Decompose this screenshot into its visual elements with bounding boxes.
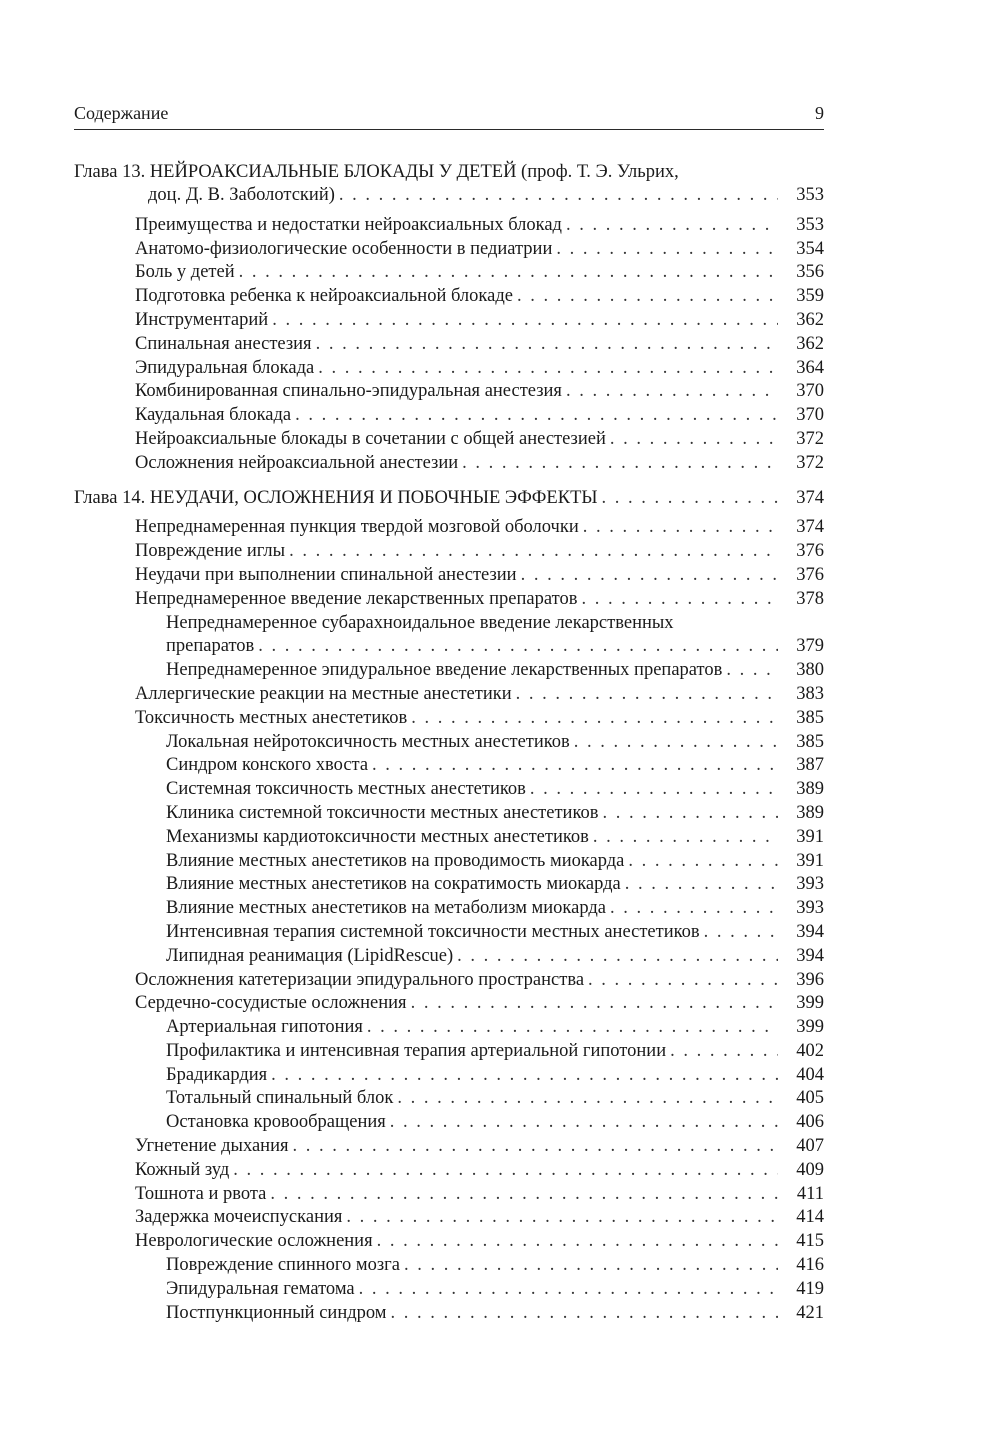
toc-subentry[interactable] <box>74 945 824 969</box>
entry-title: Непреднамеренное субарахноидальное введение лекарственных <box>166 612 674 633</box>
entry-title: Тошнота и рвота <box>135 1183 267 1204</box>
entry-title: Артериальная гипотония <box>166 1017 363 1038</box>
leader-dots <box>726 659 778 683</box>
toc-subentry[interactable] <box>74 897 824 921</box>
entry-page: 353 <box>796 214 824 235</box>
entry-page: 409 <box>796 1159 824 1180</box>
section-title: Содержание <box>74 103 169 123</box>
leader-dots <box>289 540 778 564</box>
leader-dots <box>391 1302 779 1326</box>
entry-title: Непреднамеренное эпидуральное введение лекарственных препаратов <box>166 660 723 681</box>
toc-entry[interactable] <box>74 564 824 588</box>
leader-dots <box>581 588 778 612</box>
leader-dots <box>593 826 778 850</box>
leader-dots <box>271 1064 778 1088</box>
chapter-13-heading <box>74 160 824 184</box>
page-number: 9 <box>815 103 824 123</box>
entry-title: Повреждение спинного мозга <box>166 1255 400 1276</box>
entry-title: Липидная реанимация (LipidRescue) <box>166 945 454 966</box>
entry-page: 399 <box>796 1017 824 1038</box>
leader-dots <box>390 1111 778 1135</box>
chapter-13-title-line1: Глава 13. НЕЙРОАКСИАЛЬНЫЕ БЛОКАДЫ У ДЕТЕЙ (проф. Т. Э. Ульрих, <box>74 162 679 182</box>
entry-title: Влияние местных анестетиков на проводимость миокарда <box>166 850 625 871</box>
entry-title: Анатомо-физиологические особенности в педиатрии <box>135 238 553 259</box>
leader-dots <box>610 897 778 921</box>
leader-dots <box>272 309 778 333</box>
entry-page: 359 <box>796 286 824 307</box>
leader-dots <box>704 921 778 945</box>
leader-dots <box>359 1278 778 1302</box>
toc-subentry[interactable] <box>74 802 824 826</box>
entry-page: 362 <box>796 309 824 330</box>
entry-title: Спинальная анестезия <box>135 333 312 354</box>
entry-title: Системная токсичность местных анестетиков <box>166 779 526 800</box>
entry-title: Влияние местных анестетиков на сократимость миокарда <box>166 874 621 895</box>
entry-title: Влияние местных анестетиков на метаболизм миокарда <box>166 898 606 919</box>
toc-entry[interactable] <box>74 1135 824 1159</box>
toc-subentry[interactable] <box>74 1111 824 1135</box>
entry-title: Подготовка ребенка к нейроаксиальной блокаде <box>135 286 513 307</box>
toc-entry[interactable] <box>74 404 824 428</box>
toc-subentry[interactable] <box>74 731 824 755</box>
leader-dots <box>239 261 778 285</box>
entry-page: 415 <box>796 1231 824 1252</box>
entry-title: Задержка мочеиспускания <box>135 1207 343 1228</box>
toc-subentry[interactable] <box>74 1016 824 1040</box>
leader-dots <box>258 635 778 659</box>
entry-page: 374 <box>796 517 824 538</box>
leader-dots <box>462 452 778 476</box>
entry-page: 364 <box>796 357 824 378</box>
toc-subentry[interactable] <box>74 873 824 897</box>
entry-title: Механизмы кардиотоксичности местных анестетиков <box>166 826 589 847</box>
entry-title: Преимущества и недостатки нейроаксиальных блокад <box>135 214 562 235</box>
toc-subentry[interactable] <box>74 659 824 683</box>
toc-entry[interactable] <box>74 588 824 612</box>
entry-page: 385 <box>796 731 824 752</box>
leader-dots <box>316 333 778 357</box>
entry-title: Постпункционный синдром <box>166 1302 387 1323</box>
entry-title: Синдром конского хвоста <box>166 755 369 776</box>
entry-page: 411 <box>796 1183 824 1204</box>
leader-dots <box>397 1087 778 1111</box>
entry-page: 396 <box>796 969 824 990</box>
entry-title: Комбинированная спинально-эпидуральная анестезия <box>135 381 562 402</box>
entry-page: 394 <box>796 945 824 966</box>
toc-subentry[interactable] <box>74 754 824 778</box>
entry-page: 419 <box>796 1278 824 1299</box>
toc-entry[interactable] <box>74 333 824 357</box>
leader-dots <box>670 1040 778 1064</box>
leader-dots <box>516 683 778 707</box>
entry-title: Токсичность местных анестетиков <box>135 707 408 728</box>
entry-page: 416 <box>796 1255 824 1276</box>
entry-page: 362 <box>796 333 824 354</box>
leader-dots <box>583 516 778 540</box>
entry-title: Эпидуральная гематома <box>166 1278 355 1299</box>
toc-entry[interactable] <box>74 1183 824 1207</box>
entry-page: 399 <box>796 993 824 1014</box>
toc-entry[interactable] <box>74 1230 824 1254</box>
entry-page: 380 <box>796 660 824 681</box>
leader-dots <box>295 404 778 428</box>
toc-entry[interactable] <box>74 238 824 262</box>
entry-title: Клиника системной токсичности местных анестетиков <box>166 802 599 823</box>
entry-title: Каудальная блокада <box>135 405 292 426</box>
entry-page: 385 <box>796 707 824 728</box>
table-of-contents <box>74 160 824 1325</box>
entry-page: 405 <box>796 1088 824 1109</box>
entry-page: 370 <box>796 405 824 426</box>
entry-page: 404 <box>796 1064 824 1085</box>
entry-page: 378 <box>796 588 824 609</box>
leader-dots <box>457 945 778 969</box>
entry-title: Нейроаксиальные блокады в сочетании с общей анестезией <box>135 428 606 449</box>
toc-subentry-line1[interactable] <box>74 612 824 636</box>
entry-title: Сердечно-сосудистые осложнения <box>135 993 407 1014</box>
leader-dots <box>566 214 778 238</box>
entry-page: 372 <box>796 428 824 449</box>
leader-dots <box>602 487 778 511</box>
toc-entry[interactable] <box>74 1206 824 1230</box>
entry-page: 387 <box>796 755 824 776</box>
leader-dots <box>517 285 778 309</box>
entry-title: Повреждение иглы <box>135 541 286 562</box>
leader-dots <box>377 1230 778 1254</box>
toc-subentry[interactable] <box>74 635 824 659</box>
leader-dots <box>411 707 778 731</box>
toc-subentry[interactable] <box>74 778 824 802</box>
toc-entry[interactable] <box>74 428 824 452</box>
entry-page: 407 <box>796 1136 824 1157</box>
toc-subentry[interactable] <box>74 826 824 850</box>
entry-page: 383 <box>796 683 824 704</box>
leader-dots <box>556 238 778 262</box>
toc-subentry[interactable] <box>74 921 824 945</box>
entry-title: Осложнения нейроаксиальной анестезии <box>135 452 459 473</box>
entry-title: Локальная нейротоксичность местных анестетиков <box>166 731 570 752</box>
chapter-14-heading[interactable] <box>74 487 824 511</box>
leader-dots <box>588 969 778 993</box>
entry-page: 379 <box>796 636 824 657</box>
entry-title: Неврологические осложнения <box>135 1231 373 1252</box>
toc-entry[interactable] <box>74 516 824 540</box>
toc-entry[interactable] <box>74 969 824 993</box>
entry-page: 393 <box>796 874 824 895</box>
entry-page: 370 <box>796 381 824 402</box>
leader-dots <box>318 357 778 381</box>
entry-title: Боль у детей <box>135 262 235 283</box>
entry-page: 389 <box>796 779 824 800</box>
leader-dots <box>233 1159 778 1183</box>
chapter-14-title: Глава 14. НЕУДАЧИ, ОСЛОЖНЕНИЯ И ПОБОЧНЫЕ ЭФФЕКТЫ <box>74 487 598 508</box>
toc-entry[interactable] <box>74 357 824 381</box>
chapter-14-page: 374 <box>796 487 824 508</box>
toc-entry[interactable] <box>74 380 824 404</box>
leader-dots <box>610 428 778 452</box>
leader-dots <box>339 184 778 208</box>
toc-entry[interactable] <box>74 683 824 707</box>
chapter-13-title-line2-entry[interactable] <box>74 184 824 208</box>
entry-title: Брадикардия <box>166 1064 268 1085</box>
toc-entry[interactable] <box>74 540 824 564</box>
chapter-13-title-line2: доц. Д. В. Заболотский) <box>148 185 335 205</box>
toc-entry[interactable] <box>74 261 824 285</box>
toc-subentry[interactable] <box>74 1040 824 1064</box>
leader-dots <box>521 564 778 588</box>
toc-entry[interactable] <box>74 285 824 309</box>
leader-dots <box>411 992 778 1016</box>
leader-dots <box>574 731 778 755</box>
entry-page: 389 <box>796 802 824 823</box>
entry-page: 376 <box>796 541 824 562</box>
toc-entry[interactable] <box>74 214 824 238</box>
entry-title: Осложнения катетеризации эпидурального пространства <box>135 969 585 990</box>
leader-dots <box>628 850 778 874</box>
leader-dots <box>530 778 778 802</box>
toc-entry[interactable] <box>74 1159 824 1183</box>
header-rule <box>74 129 824 130</box>
toc-subentry[interactable] <box>74 1302 824 1326</box>
leader-dots <box>292 1135 778 1159</box>
entry-page: 393 <box>796 898 824 919</box>
entry-page: 406 <box>796 1112 824 1133</box>
leader-dots <box>566 380 778 404</box>
leader-dots <box>270 1183 778 1207</box>
entry-page: 421 <box>796 1302 824 1323</box>
entry-page: 356 <box>796 262 824 283</box>
entry-title: Остановка кровообращения <box>166 1112 386 1133</box>
leader-dots <box>404 1254 778 1278</box>
entry-title: Аллергические реакции на местные анестетики <box>135 683 512 704</box>
entry-page: 391 <box>796 850 824 871</box>
toc-subentry[interactable] <box>74 1278 824 1302</box>
entry-page: 376 <box>796 564 824 585</box>
entry-title: Угнетение дыхания <box>135 1136 289 1157</box>
chapter-13-page: 353 <box>796 185 824 205</box>
entry-title: Непреднамеренное введение лекарственных препаратов <box>135 588 578 609</box>
leader-dots <box>346 1206 778 1230</box>
entry-title: Неудачи при выполнении спинальной анестезии <box>135 564 517 585</box>
entry-page: 402 <box>796 1040 824 1061</box>
leader-dots <box>367 1016 778 1040</box>
entry-page: 414 <box>796 1207 824 1228</box>
entry-title: Интенсивная терапия системной токсичности местных анестетиков <box>166 921 700 942</box>
leader-dots <box>372 754 778 778</box>
toc-entry[interactable] <box>74 992 824 1016</box>
toc-subentry[interactable] <box>74 1087 824 1111</box>
entry-title: Профилактика и интенсивная терапия артериальной гипотонии <box>166 1040 667 1061</box>
entry-title: Эпидуральная блокада <box>135 357 315 378</box>
toc-subentry[interactable] <box>74 1254 824 1278</box>
entry-title: Инструментарий <box>135 309 269 330</box>
entry-title: Тотальный спинальный блок <box>166 1088 394 1109</box>
leader-dots <box>602 802 778 826</box>
entry-page: 391 <box>796 826 824 847</box>
entry-title: Непреднамеренная пункция твердой мозговой оболочки <box>135 517 579 538</box>
entry-title: препаратов <box>166 636 255 657</box>
toc-subentry[interactable] <box>74 850 824 874</box>
entry-page: 372 <box>796 452 824 473</box>
toc-entry[interactable] <box>74 452 824 476</box>
toc-entry[interactable] <box>74 707 824 731</box>
entry-page: 394 <box>796 921 824 942</box>
leader-dots <box>625 873 778 897</box>
running-header <box>74 102 824 124</box>
entry-title: Кожный зуд <box>135 1159 230 1180</box>
toc-entry[interactable] <box>74 309 824 333</box>
toc-subentry[interactable] <box>74 1064 824 1088</box>
entry-page: 354 <box>796 238 824 259</box>
